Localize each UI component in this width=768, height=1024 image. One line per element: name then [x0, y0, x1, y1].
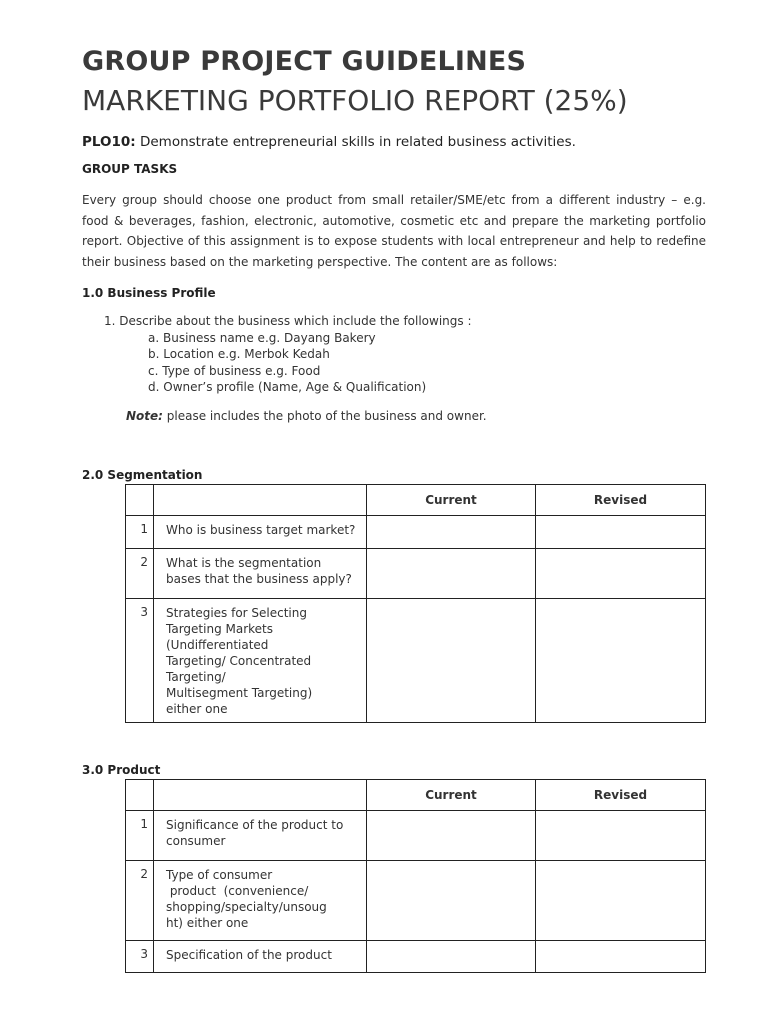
current-cell — [367, 549, 536, 599]
table-row — [126, 599, 706, 723]
table-header-cell — [126, 780, 154, 811]
table-header-row — [126, 485, 706, 516]
revised-cell — [536, 941, 706, 973]
row-question — [154, 941, 367, 973]
question-line: ht) either one — [166, 916, 249, 930]
table-header-revised: Revised — [536, 485, 706, 516]
question-line: Targeting/ — [166, 670, 226, 684]
question-line: shopping/specialty/unsoug — [166, 900, 327, 914]
business-profile-subitem: d. Owner’s profile (Name, Age & Qualification) — [148, 380, 427, 394]
question-line: bases that the business apply? — [166, 572, 352, 586]
question-line: either one — [166, 702, 228, 716]
table-header-revised: Revised — [536, 780, 706, 811]
group-tasks-heading: GROUP TASKS — [82, 162, 178, 176]
note-label: Note: — [126, 409, 163, 423]
question-line: Targeting/ Concentrated — [166, 654, 312, 668]
table-header-cell — [154, 780, 367, 811]
note-text: please includes the photo of the business and owner. — [166, 409, 487, 423]
row-number: 1 — [126, 811, 154, 861]
row-question — [154, 861, 367, 941]
row-number: 3 — [126, 599, 154, 723]
row-question — [154, 599, 367, 723]
question-line: What is the segmentation — [166, 556, 322, 570]
current-cell — [367, 941, 536, 973]
revised-cell — [536, 861, 706, 941]
row-number: 2 — [126, 549, 154, 599]
page-title: GROUP PROJECT GUIDELINES — [82, 46, 527, 77]
table-header-cell — [126, 485, 154, 516]
paragraph-line: report. Objective of this assignment is to expose students with local entrepreneur and help to redefine — [82, 234, 706, 248]
revised-cell — [536, 599, 706, 723]
revised-cell — [536, 811, 706, 861]
group-tasks-paragraph — [82, 190, 706, 272]
paragraph-line: their business based on the marketing perspective. The content are as follows: — [82, 254, 558, 269]
business-profile-heading: 1.0 Business Profile — [82, 286, 216, 300]
revised-cell — [536, 516, 706, 549]
question-line: (Undifferentiated — [166, 638, 269, 652]
page-subtitle: MARKETING PORTFOLIO REPORT (25%) — [82, 84, 628, 117]
row-number: 3 — [126, 941, 154, 973]
table-row — [126, 861, 706, 941]
product-heading: 3.0 Product — [82, 763, 161, 777]
table-row — [126, 811, 706, 861]
current-cell — [367, 861, 536, 941]
current-cell — [367, 811, 536, 861]
paragraph-line: Every group should choose one product from small retailer/SME/etc from a different industry – e.g. — [82, 193, 706, 207]
segmentation-table — [125, 484, 706, 723]
plo-text: Demonstrate entrepreneurial skills in related business activities. — [139, 134, 576, 150]
paragraph-line: food & beverages, fashion, electronic, automotive, cosmetic etc and prepare the marketing portfolio — [82, 213, 706, 228]
row-number: 1 — [126, 516, 154, 549]
question-line: Multisegment Targeting) — [166, 686, 313, 700]
business-profile-item: 1. Describe about the business which include the followings : — [104, 314, 472, 328]
question-line: product (convenience/ — [166, 884, 309, 898]
table-header-cell — [154, 485, 367, 516]
question-line: Type of consumer — [166, 868, 273, 882]
question-line: Who is business target market? — [166, 523, 356, 537]
product-table — [125, 779, 706, 973]
table-row — [126, 516, 706, 549]
row-question — [154, 516, 367, 549]
table-row — [126, 941, 706, 973]
table-header-current: Current — [367, 780, 536, 811]
table-row — [126, 549, 706, 599]
row-question — [154, 549, 367, 599]
table-header-current: Current — [367, 485, 536, 516]
business-profile-subitem: a. Business name e.g. Dayang Bakery — [148, 331, 376, 345]
segmentation-heading: 2.0 Segmentation — [82, 468, 203, 482]
question-line: Strategies for Selecting — [166, 606, 307, 620]
business-profile-subitem: b. Location e.g. Merbok Kedah — [148, 347, 330, 361]
question-line: Specification of the product — [166, 948, 332, 962]
table-header-row — [126, 780, 706, 811]
plo-statement — [82, 134, 576, 150]
revised-cell — [536, 549, 706, 599]
plo-label: PLO10: — [82, 134, 136, 150]
question-line: consumer — [166, 834, 226, 848]
row-number: 2 — [126, 861, 154, 941]
row-question — [154, 811, 367, 861]
business-profile-note — [126, 409, 487, 423]
current-cell — [367, 599, 536, 723]
current-cell — [367, 516, 536, 549]
business-profile-subitem: c. Type of business e.g. Food — [148, 364, 321, 378]
question-line: Significance of the product to — [166, 818, 344, 832]
question-line: Targeting Markets — [166, 622, 273, 636]
